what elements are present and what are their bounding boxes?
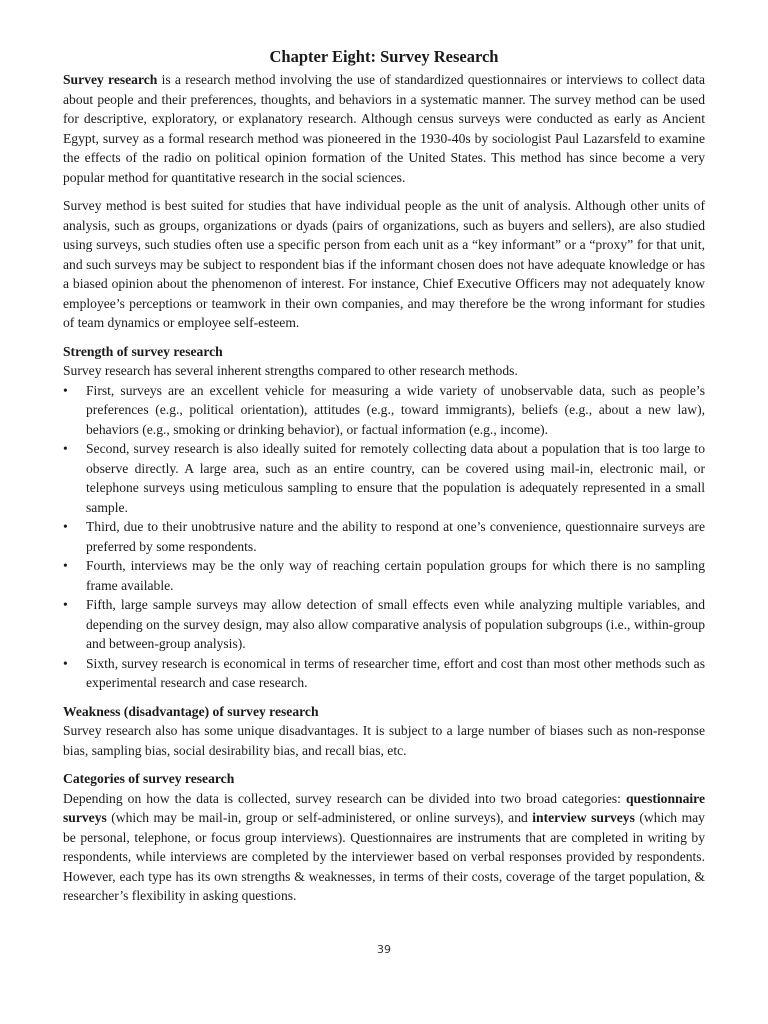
categories-heading: Categories of survey research <box>63 771 235 786</box>
strength-item-third: • Third, due to their unobtrusive nature and the ability to respond at one’s convenience, questionnaire surveys are preferred by some respondents. <box>63 517 705 556</box>
chapter-title: Chapter Eight: Survey Research <box>269 47 499 66</box>
strength-item-fifth: • Fifth, large sample surveys may allow detection of small effects even while analyzing multiple variables, and depending on the survey design, may also allow comparative analysis of population subgroups (i.e., within-group and between-group analysis). <box>63 595 705 654</box>
strength-list <box>63 381 705 693</box>
document-page <box>63 46 705 915</box>
intro-text: is a research method involving the use of standardized questionnaires or interviews to collect data about people and their preferences, thoughts, and behaviors in a systematic manner. The survey method can be used for descriptive, exploratory, or explanatory research. Although census surveys were conducted as early as Ancient Egypt, survey as a formal research method was pioneered in the 1930-40s by sociologist Paul Lazarsfeld to examine the effects of the radio on political opinion formation of the United States. This method has since become a very popular method for quantitative research in the social sciences. <box>63 72 705 185</box>
intro-paragraph <box>63 70 705 187</box>
weakness-paragraph: Survey research also has some unique disadvantages. It is subject to a large number of biases such as non-response bias, sampling bias, social desirability bias, and recall bias, etc. <box>63 723 705 758</box>
categories-text-2: (which may be mail-in, group or self-administered, or online surveys), and <box>106 810 533 825</box>
page-number: 39 <box>377 943 391 956</box>
interview-surveys-term: interview surveys <box>532 810 635 825</box>
questionnaire-surveys-term: questionnaire surveys <box>63 790 705 825</box>
unit-of-analysis-paragraph: Survey method is best suited for studies that have individual people as the unit of analysis. Although other units of analysis, such as groups, organizations or dyads (pairs of organizations, such as buyers and sellers), are also studied using surveys, such studies often use a specific person from each unit as a “key informant” or a “proxy” for that unit, and such surveys may be subject to respondent bias if the informant chosen does not have adequate knowledge or has a biased opinion about the phenomenon of interest. For instance, Chief Executive Officers may not adequately know employee’s perceptions or teamwork in their own companies, and may therefore be the wrong informant for studies of team dynamics or employee self-esteem. <box>63 198 705 330</box>
categories-text-3: (which may be personal, telephone, or focus group interviews). Questionnaires are instruments that are completed in writing by respondents, while interviews are completed by the interviewer based on verbal responses provided by respondents. However, each type has its own strengths & weaknesses, in terms of their costs, coverage of the target population, & researcher’s flexibility in asking questions. <box>63 810 705 903</box>
categories-paragraph <box>63 789 705 906</box>
strength-lead: Survey research has several inherent strengths compared to other research methods. <box>63 363 518 378</box>
strength-item-fourth: • Fourth, interviews may be the only way of reaching certain population groups for which there is no sampling frame available. <box>63 556 705 595</box>
strength-item-first: • First, surveys are an excellent vehicle for measuring a wide variety of unobservable data, such as people’s preferences (e.g., political orientation), attitudes (e.g., toward immigrants), beliefs (e.g., about a new law), behaviors (e.g., smoking or drinking behavior), or factual information (e.g., income). <box>63 381 705 440</box>
strength-item-second: • Second, survey research is also ideally suited for remotely collecting data about a population that is too large to observe directly. A large area, such as an entire country, can be covered using mail-in, electronic mail, or telephone surveys using meticulous sampling to ensure that the population is adequately represented in a small sample. <box>63 439 705 517</box>
weakness-heading: Weakness (disadvantage) of survey research <box>63 703 319 719</box>
categories-text-1: Depending on how the data is collected, survey research can be divided into two broad categories: <box>63 790 626 806</box>
survey-research-term: Survey research <box>63 72 158 87</box>
strength-item-sixth: • Sixth, survey research is economical in terms of researcher time, effort and cost than most other methods such as experimental research and case research. <box>63 654 705 693</box>
strength-heading: Strength of survey research <box>63 343 223 359</box>
